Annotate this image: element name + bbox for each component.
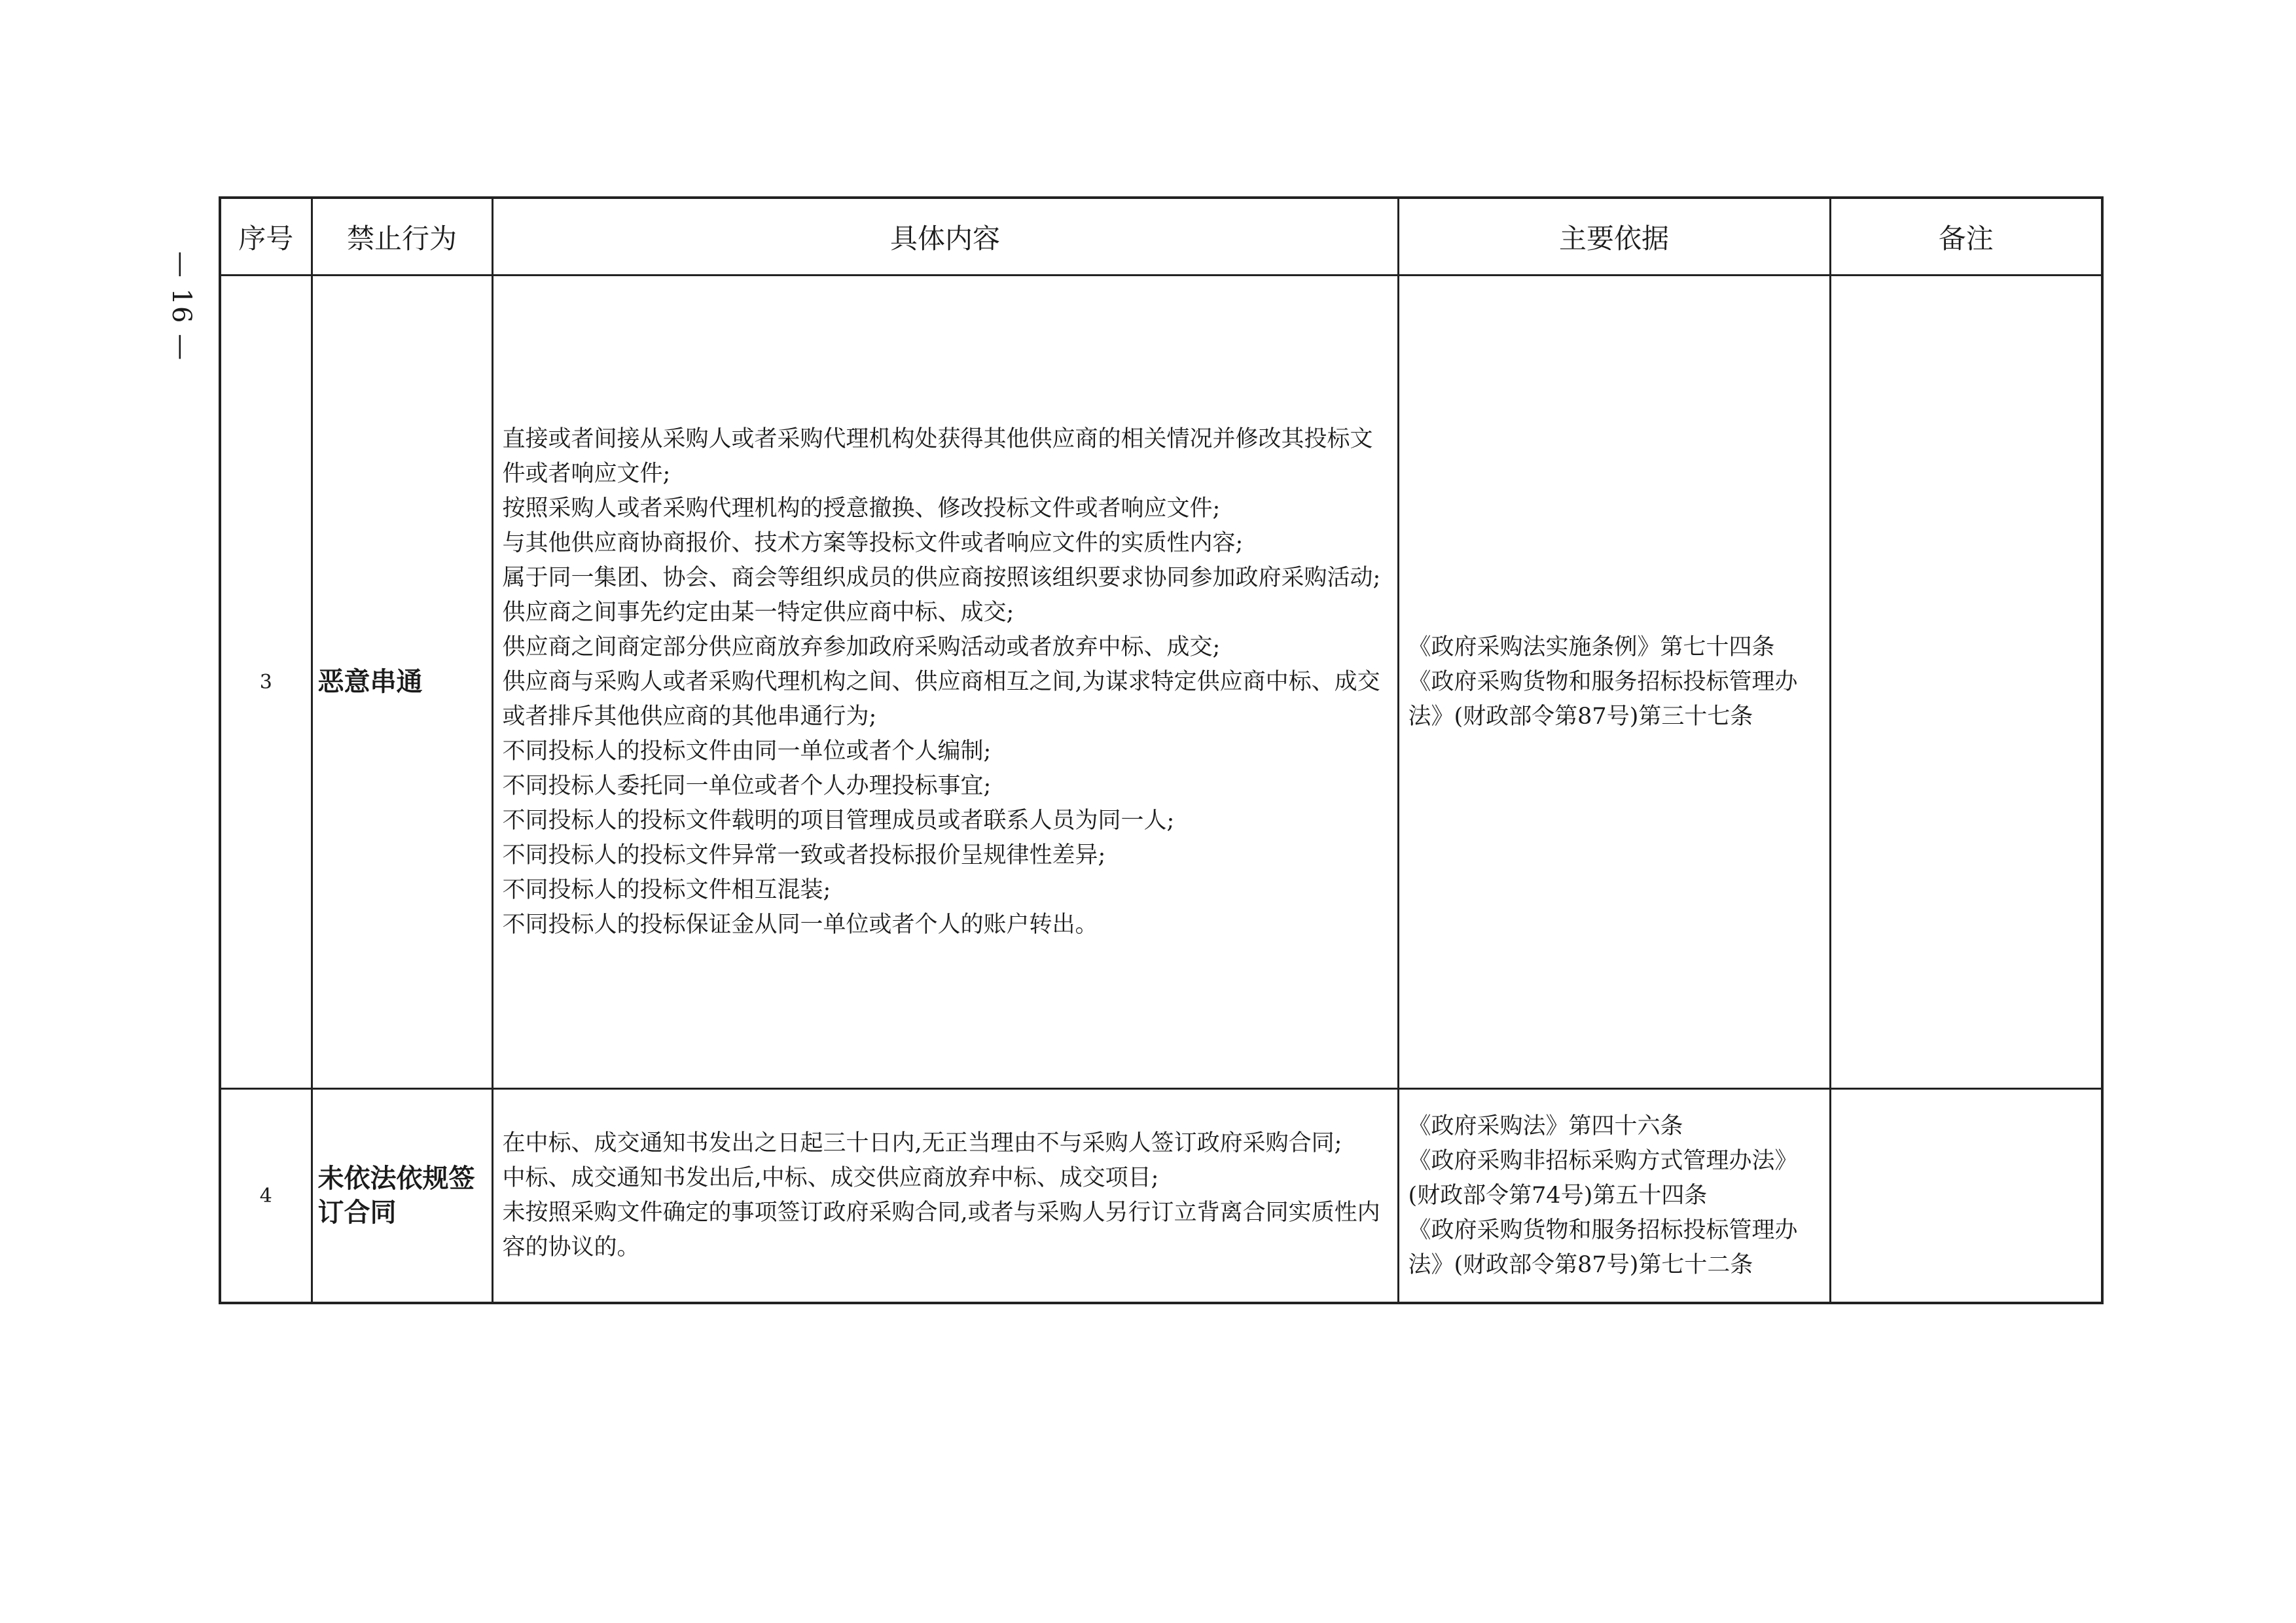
prohibited-behavior-table <box>219 196 2104 1304</box>
cell-remarks <box>1830 276 2102 1089</box>
cell-serial-no: 4 <box>220 1089 312 1304</box>
content-line: 直接或者间接从采购人或者采购代理机构处获得其他供应商的相关情况并修改其投标文件或者响应文件; <box>502 425 1373 487</box>
header-remarks: 备注 <box>1830 198 2102 276</box>
content-line: 未按照采购文件确定的事项签订政府采购合同,或者与采购人另行订立背离合同实质性内容的协议的。 <box>502 1200 1380 1260</box>
cell-legal-basis <box>1398 276 1830 1089</box>
basis-line: 《政府采购法》第四十六条 <box>1408 1113 1683 1139</box>
content-line: 供应商之间商定部分供应商放弃参加政府采购活动或者放弃中标、成交; <box>502 633 1221 660</box>
cell-serial-no: 3 <box>220 276 312 1089</box>
header-serial-no: 序号 <box>220 198 312 276</box>
basis-line: 《政府采购法实施条例》第七十四条 <box>1408 633 1775 660</box>
content-line: 不同投标人委托同一单位或者个人办理投标事宜; <box>502 772 992 799</box>
cell-content <box>492 276 1398 1089</box>
basis-line: 《政府采购货物和服务招标投标管理办法》(财政部令第87号)第七十二条 <box>1408 1217 1798 1278</box>
cell-content <box>492 1089 1398 1304</box>
content-line: 供应商与采购人或者采购代理机构之间、供应商相互之间,为谋求特定供应商中标、成交或者排斥其他供应商的其他串通行为; <box>502 668 1380 730</box>
cell-prohibited-act: 未依法依规签订合同 <box>312 1089 492 1304</box>
page-number: — 16 — <box>166 251 196 362</box>
content-line: 中标、成交通知书发出后,中标、成交供应商放弃中标、成交项目; <box>502 1165 1159 1191</box>
header-content: 具体内容 <box>492 198 1398 276</box>
content-line: 不同投标人的投标文件由同一单位或者个人编制; <box>502 738 992 764</box>
content-line: 在中标、成交通知书发出之日起三十日内,无正当理由不与采购人签订政府采购合同; <box>502 1130 1342 1156</box>
table-row <box>220 1089 2102 1304</box>
header-legal-basis: 主要依据 <box>1398 198 1830 276</box>
cell-remarks <box>1830 1089 2102 1304</box>
content-line: 不同投标人的投标文件相互混装; <box>502 876 831 903</box>
content-line: 与其他供应商协商报价、技术方案等投标文件或者响应文件的实质性内容; <box>502 529 1244 556</box>
content-line: 不同投标人的投标文件异常一致或者投标报价呈规律性差异; <box>502 842 1106 868</box>
content-line: 不同投标人的投标保证金从同一单位或者个人的账户转出。 <box>502 911 1098 938</box>
content-line: 属于同一集团、协会、商会等组织成员的供应商按照该组织要求协同参加政府采购活动; <box>502 564 1381 591</box>
table-header-row <box>220 198 2102 276</box>
content-line: 按照采购人或者采购代理机构的授意撤换、修改投标文件或者响应文件; <box>502 495 1221 522</box>
cell-legal-basis <box>1398 1089 1830 1304</box>
content-line: 供应商之间事先约定由某一特定供应商中标、成交; <box>502 599 1014 626</box>
basis-line: 《政府采购货物和服务招标投标管理办法》(财政部令第87号)第三十七条 <box>1408 668 1798 730</box>
header-prohibited-act: 禁止行为 <box>312 198 492 276</box>
cell-prohibited-act: 恶意串通 <box>312 276 492 1089</box>
content-line: 不同投标人的投标文件载明的项目管理成员或者联系人员为同一人; <box>502 807 1175 834</box>
table-row <box>220 276 2102 1089</box>
basis-line: 《政府采购非招标采购方式管理办法》(财政部令第74号)第五十四条 <box>1408 1147 1798 1209</box>
